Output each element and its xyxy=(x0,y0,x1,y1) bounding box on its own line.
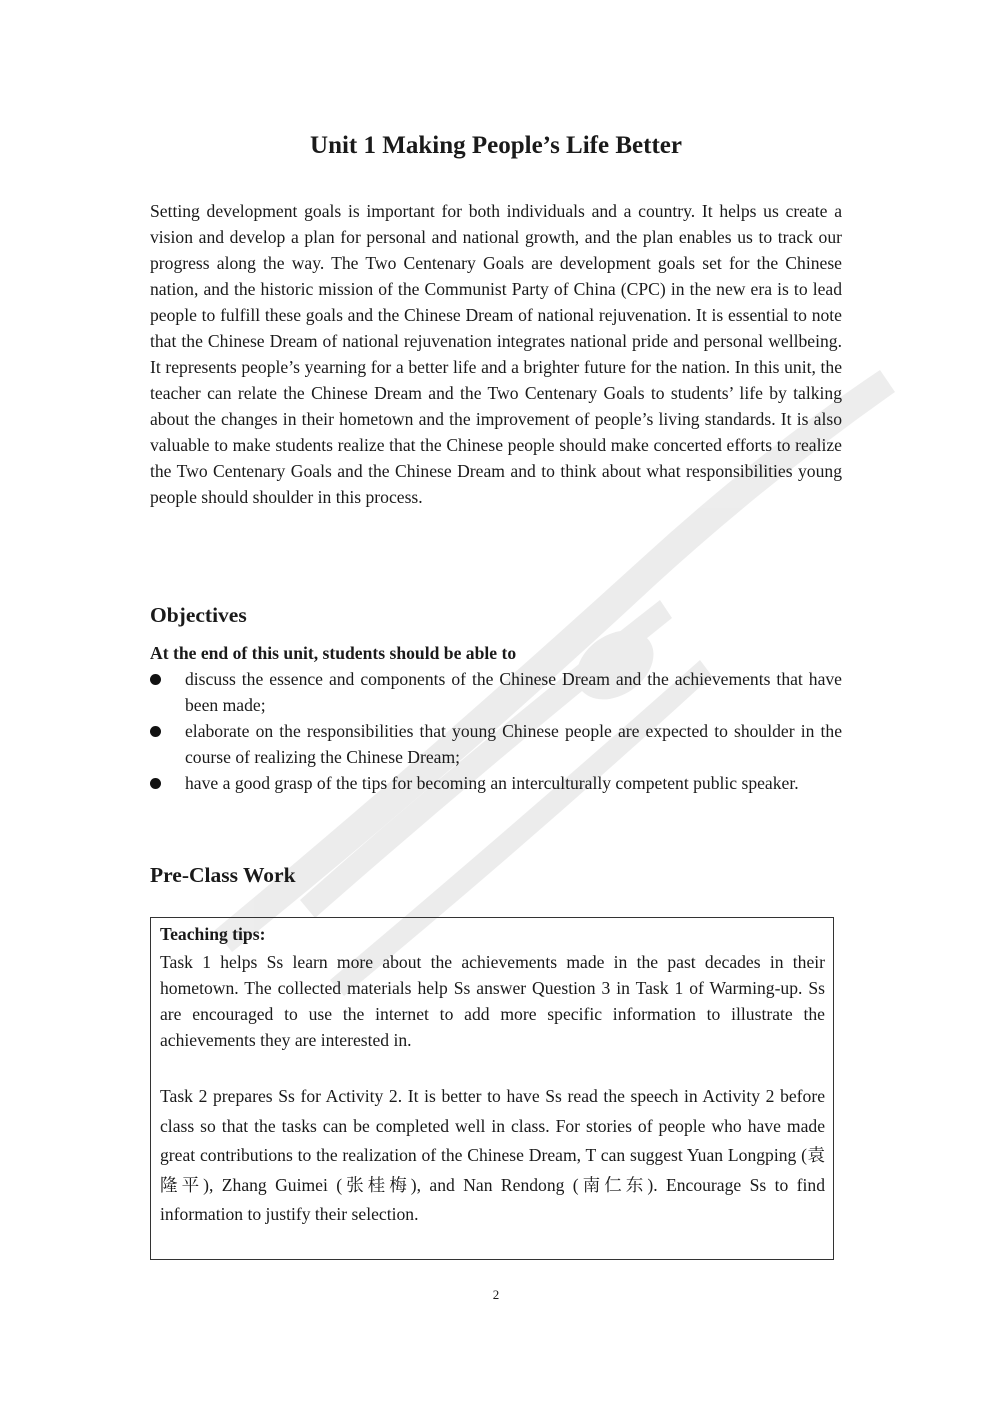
bullet-icon xyxy=(150,726,161,737)
objectives-heading: Objectives xyxy=(150,603,247,627)
objectives-lead: At the end of this unit, students should be able to xyxy=(150,643,517,663)
page-title: Unit 1 Making People’s Life Better xyxy=(310,132,682,159)
pre-class-heading: Pre-Class Work xyxy=(150,863,296,887)
objective-text: elaborate on the responsibilities that young Chinese people are expected to shoulder in the course of realizing the Chinese Dream; xyxy=(185,721,842,767)
list-item xyxy=(150,718,842,770)
teaching-tips-paragraph-2: Task 2 prepares Ss for Activity 2. It is better to have Ss read the speech in Activity 2 before class so that the tasks can be completed well in class. For stories of people who have made great contributions to the realization of the Chinese Dream, T can suggest Yuan Longping (袁隆平), Zhang Guimei (张桂梅), and Nan Rendong (南仁东). Encourage Ss to find information to justify their selection. xyxy=(160,1086,825,1224)
teaching-tips-heading: Teaching tips: xyxy=(160,924,266,944)
teaching-tips-paragraph-1: Task 1 helps Ss learn more about the achievements made in the past decades in their hometown. The collected materials help Ss answer Question 3 in Task 1 of Warming-up. Ss are encouraged to use the internet to add more specific information to illustrate the achievements they are interested in. xyxy=(160,952,825,1050)
objective-text: discuss the essence and components of the Chinese Dream and the achievements that have been made; xyxy=(185,669,842,715)
teaching-tips-box xyxy=(150,917,834,1260)
intro-paragraph: Setting development goals is important for both individuals and a country. It helps us create a vision and develop a plan for personal and national growth, and the plan enables us to track our progress along the way. The Two Centenary Goals are development goals set for the Chinese nation, and the historic mission of the Communist Party of China (CPC) in the new era is to lead people to fulfill these goals and the Chinese Dream of national rejuvenation. It is essential to note that the Chinese Dream of national rejuvenation integrates national pride and personal wellbeing. It represents people’s yearning for a better life and a brighter future for the nation. In this unit, the teacher can relate the Chinese Dream and the Two Centenary Goals to students’ life by talking about the changes in their hometown and the improvement of people’s living standards. It is also valuable to make students realize that the Chinese people should make concerted efforts to realize the Two Centenary Goals and the Chinese Dream and to think about what responsibilities young people should shoulder in this process. xyxy=(150,201,842,507)
objective-text: have a good grasp of the tips for becoming an interculturally competent public speaker. xyxy=(185,773,799,793)
bullet-icon xyxy=(150,674,161,685)
bullet-icon xyxy=(150,778,161,789)
page-number: 2 xyxy=(492,1287,500,1302)
list-item xyxy=(150,770,842,796)
list-item xyxy=(150,666,842,718)
objectives-list xyxy=(150,666,842,796)
